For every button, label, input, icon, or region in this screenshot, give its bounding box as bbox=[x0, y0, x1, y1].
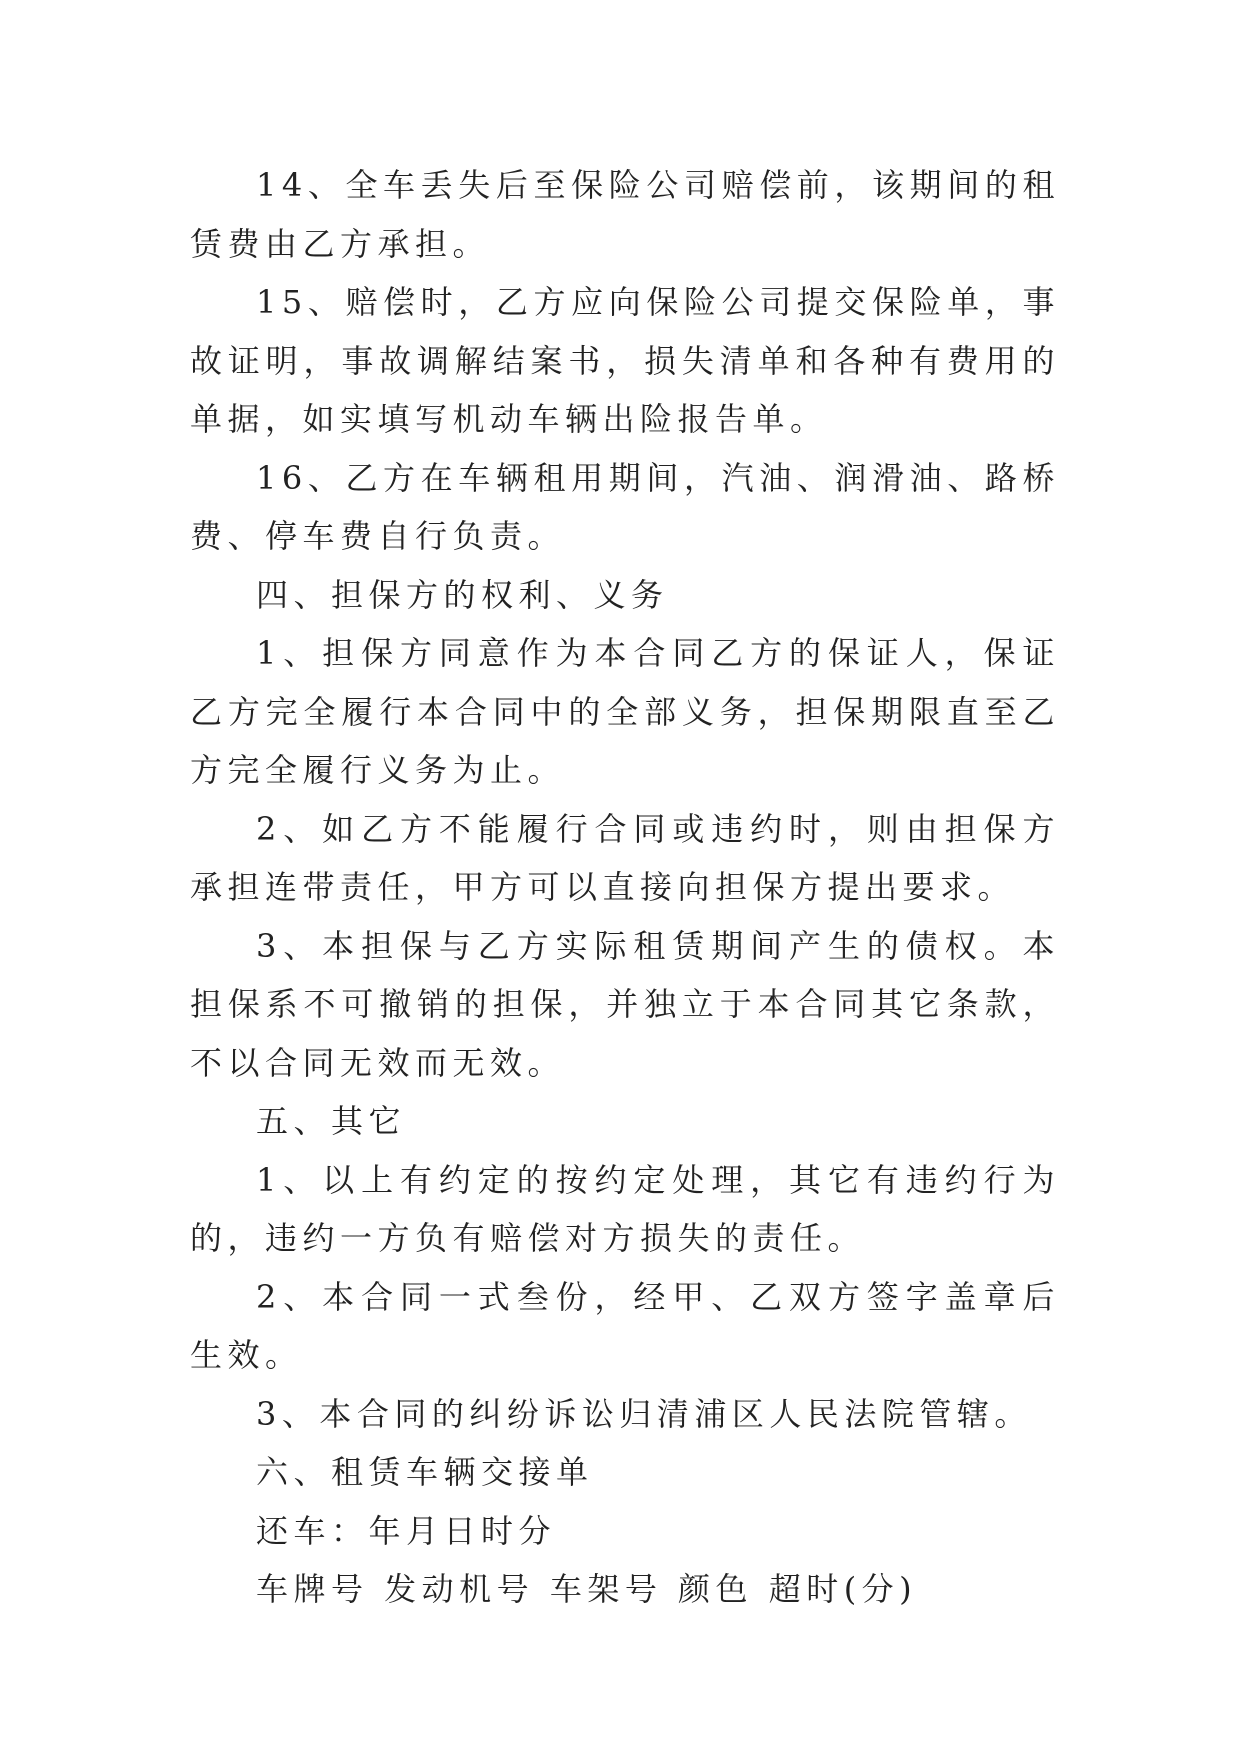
guarantor-clause-3: 3、本担保与乙方实际租赁期间产生的债权。本担保系不可撤销的担保，并独立于本合同其它条款，不以合同无效而无效。 bbox=[190, 926, 1060, 1082]
vehicle-fields-line: 车牌号 发动机号 车架号 颜色 超时(分) bbox=[256, 1570, 918, 1608]
other-clause-1: 1、以上有约定的按约定处理，其它有违约行为的，违约一方负有赔偿对方损失的责任。 bbox=[190, 1160, 1060, 1257]
section-heading-guarantor: 四、担保方的权利、义务 bbox=[256, 575, 669, 614]
clause-16: 16、乙方在车辆租用期间，汽油、润滑油、路桥费、停车费自行负责。 bbox=[190, 458, 1060, 555]
section-heading-handover: 六、租赁车辆交接单 bbox=[256, 1453, 594, 1491]
return-time-line: 还车：年月日时分 bbox=[256, 1511, 557, 1550]
other-clause-3: 3、本合同的纠纷诉讼归清浦区人民法院管辖。 bbox=[256, 1394, 1032, 1433]
guarantor-clause-2: 2、如乙方不能履行合同或违约时，则由担保方承担连带责任，甲方可以直接向担保方提出要求。 bbox=[190, 809, 1060, 906]
clause-14: 14、全车丢失后至保险公司赔偿前，该期间的租赁费由乙方承担。 bbox=[190, 166, 1060, 263]
document-body bbox=[190, 156, 1060, 1619]
section-heading-other: 五、其它 bbox=[256, 1102, 407, 1140]
clause-15: 15、赔偿时，乙方应向保险公司提交保险单，事故证明，事故调解结案书，损失清单和各种有费用的单据，如实填写机动车辆出险报告单。 bbox=[190, 283, 1060, 438]
guarantor-clause-1: 1、担保方同意作为本合同乙方的保证人，保证乙方完全履行本合同中的全部义务，担保期限直至乙方完全履行义务为止。 bbox=[190, 634, 1060, 789]
other-clause-2: 2、本合同一式叁份，经甲、乙双方签字盖章后生效。 bbox=[190, 1277, 1060, 1374]
